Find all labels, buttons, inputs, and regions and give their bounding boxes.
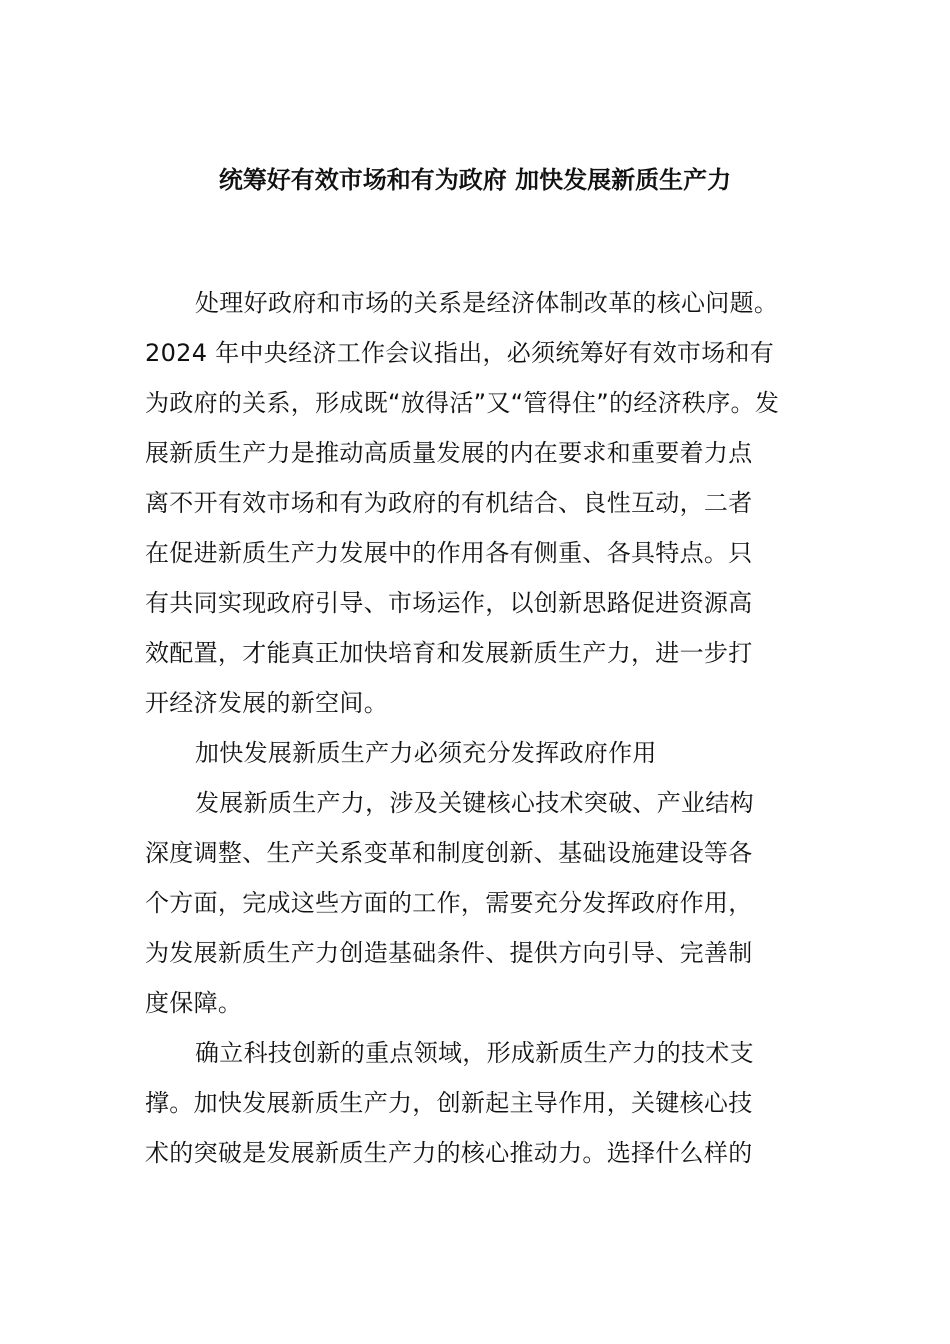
paragraph-line: 开经济发展的新空间。 — [145, 689, 388, 717]
paragraph-line: 在促进新质生产力发展中的作用各有侧重、各具特点。只 — [145, 539, 753, 567]
paragraph-line: 有共同实现政府引导、市场运作，以创新思路促进资源高 — [145, 589, 753, 617]
paragraph-line: 离不开有效市场和有为政府的有机结合、良性互动，二者 — [145, 489, 753, 517]
paragraph-line: 展新质生产力是推动高质量发展的内在要求和重要着力点 — [145, 439, 753, 467]
paragraph-line: 度保障。 — [145, 989, 243, 1017]
paragraph-line: 个方面，完成这些方面的工作，需要充分发挥政府作用， — [145, 889, 753, 917]
paragraph-line: 发展新质生产力，涉及关键核心技术突破、产业结构 — [195, 789, 754, 817]
document-body — [145, 278, 810, 1178]
paragraph-line: 效配置，才能真正加快培育和发展新质生产力，进一步打 — [145, 639, 753, 667]
paragraph-line: 深度调整、生产关系变革和制度创新、基础设施建设等各 — [145, 839, 753, 867]
paragraph-line: 为发展新质生产力创造基础条件、提供方向引导、完善制 — [145, 939, 753, 967]
paragraph-line: 确立科技创新的重点领域，形成新质生产力的技术支 — [195, 1039, 754, 1067]
paragraph-line: 撑。加快发展新质生产力，创新起主导作用，关键核心技 — [145, 1089, 753, 1117]
paragraph-line: 处理好政府和市场的关系是经济体制改革的核心问题。 — [195, 289, 779, 317]
paragraph-line: 2024 年中央经济工作会议指出，必须统筹好有效市场和有 — [145, 339, 775, 367]
paragraph-line: 术的突破是发展新质生产力的核心推动力。选择什么样的 — [145, 1139, 753, 1167]
paragraph-line: 为政府的关系，形成既“放得活”又“管得住”的经济秩序。发 — [145, 389, 780, 417]
document-title: 统筹好有效市场和有为政府 加快发展新质生产力 — [218, 166, 732, 194]
section-heading: 加快发展新质生产力必须充分发挥政府作用 — [195, 739, 657, 767]
